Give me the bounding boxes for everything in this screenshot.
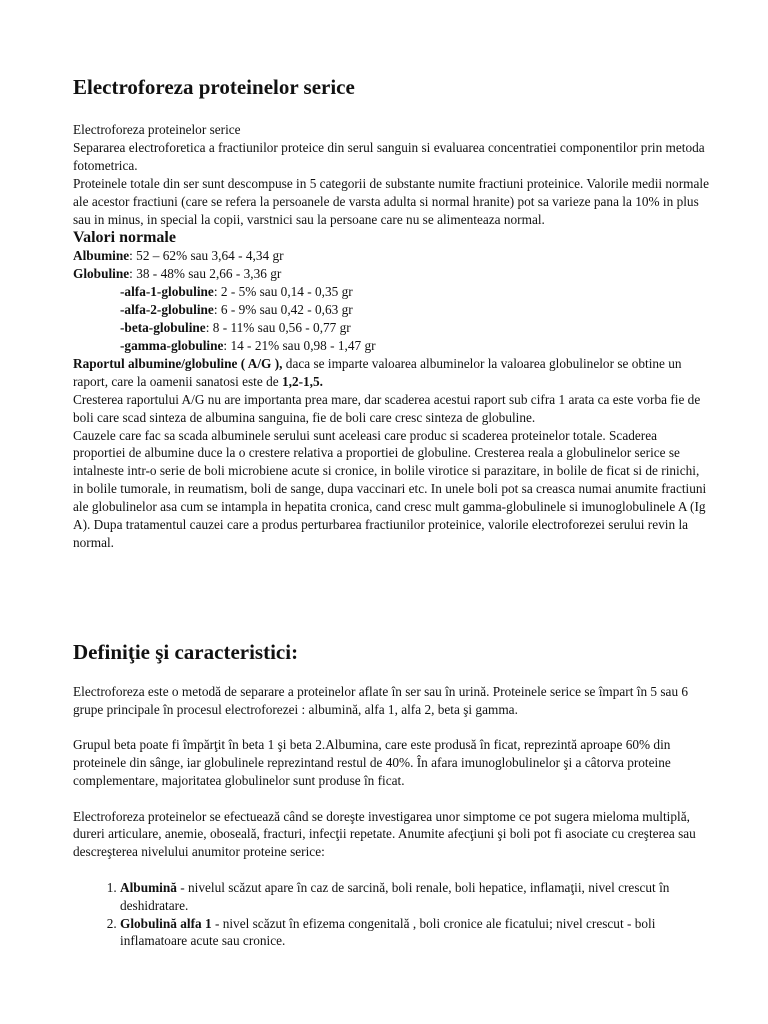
value-text: : 8 - 11% sau 0,56 - 0,77 gr <box>205 320 351 336</box>
value-text: : 14 - 21% sau 0,98 - 1,47 gr <box>223 337 376 353</box>
indications-paragraph: Electroforeza proteinelor se efectuează când se doreşte investigarea unor simptome ce pot sugera mieloma multiplă, dureri articulare, anemie, oboseală, fracturi, infecţii repetate. Anumite afecţiuni şi boli pot fi asociate cu creşterea sau descreşterea nivelului anumitor proteine serice: <box>73 808 696 860</box>
value-text: : 6 - 9% sau 0,42 - 0,63 gr <box>213 302 353 318</box>
value-row-globuline <box>73 265 709 283</box>
section-title: Definiţie şi caracteristici: <box>73 640 299 664</box>
value-label: -gamma-globuline <box>120 337 224 353</box>
ratio-paragraph <box>73 355 709 391</box>
list-item-text: - nivelul scăzut apare în caz de sarcină, boli renale, boli hepatice, inflamaţii, nivel crescut în deshidratare. <box>120 879 670 913</box>
value-label: Albumine <box>73 248 130 264</box>
ratio-label: Raportul albumine/globuline ( A/G ), <box>73 355 283 371</box>
page-title: Electroforeza proteinelor serice <box>73 75 355 99</box>
value-text: : 2 - 5% sau 0,14 - 0,35 gr <box>213 284 353 300</box>
value-row-gamma <box>73 337 709 355</box>
value-label: Globuline <box>73 266 130 282</box>
ratio-text: daca se imparte valoarea albuminelor la valoarea globulinelor se obtine un raport, care la oamenii sanatosi este de <box>73 355 682 389</box>
value-row-alfa1 <box>73 283 709 301</box>
list-item-text: - nivel scăzut în efizema congenitală , boli cronice ale ficatului; nivel crescut - boli inflamatoare acute sau cronice. <box>120 915 656 949</box>
value-text: : 52 – 62% sau 3,64 - 4,34 gr <box>129 248 284 264</box>
list-item <box>120 915 709 951</box>
value-label: -alfa-2-globuline <box>120 302 214 318</box>
causes-paragraph: Cauzele care fac sa scada albuminele serului sunt aceleasi care produc si scaderea proteinelor totale. Scaderea proportiei de albumine duce la o crestere relativa a proportiei de globuline. Cresterea reala a globulinelor serice se intalneste intr-o serie de boli microbiene acute si cronice, in bolile virotice si parazitare, in bolile de ficat si de rinichi, in bolile tumorale, in reumatism, boli de sange, dupa vaccinari etc. In unele boli pot sa creasca numai anumite fractiuni ale globulinelor asa cum se intampla in hepatita cronica, cand cresc mult gamma-globulinele si imunoglobulinele A (Ig A). Dupa tratamentul cauzei care a produs perturbarea fractiunilor proteinice, valorile electroforezei serului revin la normal. <box>73 427 707 550</box>
value-row-beta <box>73 319 709 337</box>
ratio-value: 1,2-1,5. <box>281 373 323 389</box>
definition-paragraph: Electroforeza este o metodă de separare a proteinelor aflate în ser sau în urină. Proteinele serice se împart în 5 sau 6 grupe principale în procesul electroforezei : albumină, alfa 1, alfa 2, beta şi gamma. <box>73 684 689 717</box>
list-item <box>120 879 709 915</box>
list-item-label: Albumină <box>120 879 177 895</box>
intro-paragraph: Proteinele totale din ser sunt descompuse in 5 categorii de substante numite fractiuni proteinice. Valorile medii normale ale acestor fractiuni (care se refera la persoanele de varsta adulta si normal hranite) pot sa varieze pana la 10% in plus sau in minus, in special la copii, varstnici sau la persoane care nu se alimenteaza normal. <box>73 175 709 227</box>
value-label: -alfa-1-globuline <box>120 284 214 300</box>
protein-list <box>73 879 709 951</box>
list-item-label: Globulină alfa 1 <box>120 915 212 931</box>
section-definition <box>73 683 709 950</box>
section-subtitle: Valori normale <box>73 229 176 247</box>
value-row-alfa2 <box>73 301 709 319</box>
value-label: -beta-globuline <box>120 320 206 336</box>
section-intro <box>73 121 709 552</box>
beta-group-paragraph: Grupul beta poate fi împărţit în beta 1 şi beta 2.Albumina, care este produsă în ficat, reprezintă aproape 60% din proteinele din sânge, iar globulinele reprezintand restul de 40%. În afara imunoglobulinelor şi a câtorva proteine complementare, majoritatea globulinelor sunt produse în ficat. <box>73 737 671 789</box>
intro-heading-text: Electroforeza proteinelor serice <box>73 122 241 137</box>
ratio-explanation: Cresterea raportului A/G nu are importanta prea mare, dar scaderea acestui raport sub cifra 1 arata ca este vorba fie de boli care scad sinteza de albumina sanguina, fie de boli care cresc sinteza de globuline. <box>73 391 701 425</box>
value-row-albumine <box>73 247 709 265</box>
intro-description: Separarea electroforetica a fractiunilor proteice din serul sanguin si evaluarea concentratiei componentilor prin metoda fotometrica. <box>73 139 705 173</box>
value-text: : 38 - 48% sau 2,66 - 3,36 gr <box>129 266 282 282</box>
